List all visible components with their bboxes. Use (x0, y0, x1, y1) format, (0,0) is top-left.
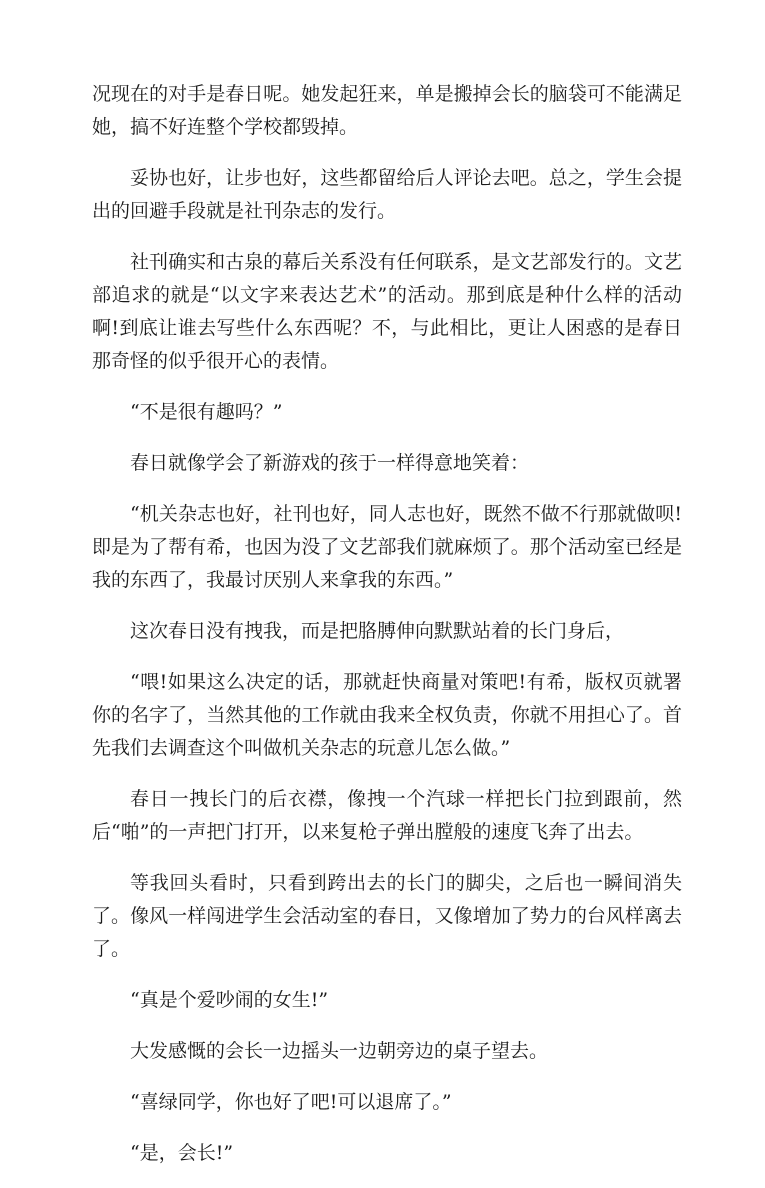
paragraph: “机关杂志也好，社刊也好，同人志也好，既然不做不行那就做呗!即是为了帮有希，也因为没了文艺部我们就麻烦了。那个活动室已经是我的东西了，我最讨厌别人来拿我的东西。” (92, 503, 682, 591)
paragraph: “喜绿同学，你也好了吧!可以退席了。” (130, 1091, 452, 1113)
paragraph: “喂!如果这么决定的话，那就赶快商量对策吧!有希，版权页就署你的名字了，当然其他的工作就由我来全权负责，你就不用担心了。首先我们去调查这个叫做机关杂志的玩意儿怎么做。” (92, 671, 682, 759)
paragraph: “是，会长!” (130, 1142, 234, 1164)
paragraph: “不是很有趣吗？” (130, 401, 283, 423)
paragraph: 春日一拽长门的后衣襟，像拽一个汽球一样把长门拉到跟前，然后“啪”的一声把门打开，以来复枪子弹出膛般的速度飞奔了出去。 (92, 788, 682, 843)
paragraph: 大发感慨的会长一边摇头一边朝旁边的桌子望去。 (130, 1040, 549, 1062)
paragraph: “真是个爱吵闹的女生!” (130, 989, 329, 1011)
paragraph: 社刊确实和古泉的幕后关系没有任何联系，是文艺部发行的。文艺部追求的就是“以文字来表达艺术”的活动。那到底是种什么样的活动啊!到底让谁去写些什么东西呢？不，与此相比，更让人困惑的是春日那奇怪的似乎很开心的表情。 (92, 251, 682, 372)
document-body (92, 78, 682, 1188)
paragraph: 春日就像学会了新游戏的孩于一样得意地笑着： (130, 452, 530, 474)
paragraph: 况现在的对手是春日呢。她发起狂来，单是搬掉会长的脑袋可不能满足她，搞不好连整个学校都毁掉。 (92, 83, 682, 138)
paragraph: 这次春日没有拽我，而是把胳膊伸向默默站着的长门身后， (130, 620, 625, 642)
paragraph: 等我回头看时，只看到跨出去的长门的脚尖，之后也一瞬间消失了。像风一样闯进学生会活动室的春日，又像增加了势力的台风样离去了。 (92, 872, 682, 960)
paragraph: 妥协也好，让步也好，这些都留给后人评论去吧。总之，学生会提出的回避手段就是社刊杂志的发行。 (92, 167, 682, 222)
